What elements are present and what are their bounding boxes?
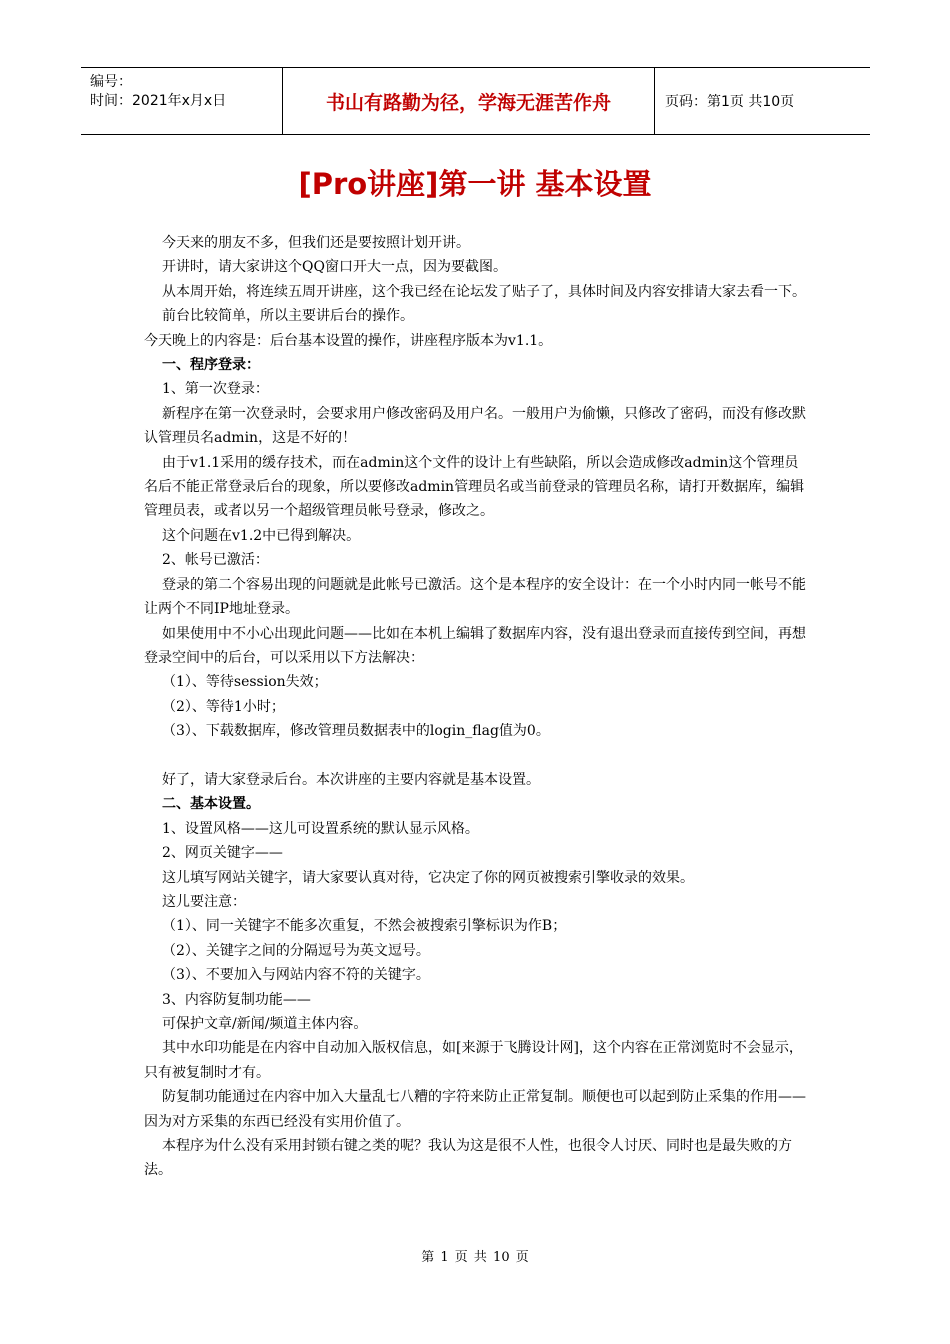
paragraph: 好了，请大家登录后台。本次讲座的主要内容就是基本设置。 bbox=[162, 771, 540, 788]
paragraph: （3）、不要加入与网站内容不符的关键字。 bbox=[162, 967, 430, 984]
paragraph: 由于v1.1采用的缓存技术，而在admin这个文件的设计上有些缺陷，所以会造成修改admin这个管理员名后不能正常登录后台的现象，所以要修改admin管理员名或当前登录的管理员名称，请打开数据库，编辑管理员表，或者以另一个超级管理员帐号登录，修改之。 bbox=[144, 454, 805, 520]
paragraph: 登录的第二个容易出现的问题就是此帐号已激活。这个是本程序的安全设计：在一个小时内同一帐号不能让两个不同IP地址登录。 bbox=[144, 576, 806, 618]
paragraph: （2）、等待1小时； bbox=[162, 698, 285, 715]
header-meta-cell bbox=[81, 68, 283, 134]
paragraph: （1）、同一关键字不能多次重复，不然会被搜索引擎标识为作B； bbox=[162, 918, 567, 935]
paragraph: 从本周开始，将连续五周开讲座，这个我已经在论坛发了贴子了，具体时间及内容安排请大家去看一下。 bbox=[162, 283, 806, 300]
paragraph: 今天来的朋友不多，但我们还是要按照计划开讲。 bbox=[162, 235, 470, 251]
paragraph: （1）、等待session失效； bbox=[162, 674, 328, 691]
paragraph: 这儿填写网站关键字，请大家要认真对待，它决定了你的网页被搜索引擎收录的效果。 bbox=[162, 869, 694, 886]
document-body bbox=[144, 231, 810, 1183]
paragraph: 1、第一次登录： bbox=[162, 381, 269, 398]
paragraph: 2、帐号已激活： bbox=[162, 552, 269, 569]
paragraph: （2）、关键字之间的分隔逗号为英文逗号。 bbox=[162, 942, 430, 959]
paragraph: 本程序为什么没有采用封锁右键之类的呢？我认为这是很不人性，也很令人讨厌、同时也是最失败的方法。 bbox=[144, 1138, 792, 1179]
paragraph: 一、程序登录： bbox=[162, 357, 260, 374]
header-number: 编号： bbox=[90, 74, 132, 90]
paragraph: 前台比较简单，所以主要讲后台的操作。 bbox=[162, 308, 414, 325]
paragraph: 这个问题在v1.2中已得到解决。 bbox=[162, 527, 361, 544]
paragraph bbox=[144, 744, 810, 768]
paragraph: （3）、下载数据库，修改管理员数据表中的login_flag值为0。 bbox=[162, 723, 550, 740]
paragraph: 开讲时，请大家讲这个QQ窗口开大一点，因为要截图。 bbox=[162, 259, 507, 276]
header-page-info: 页码：第1页 共10页 bbox=[665, 94, 795, 110]
paragraph: 2、网页关键字—— bbox=[162, 845, 283, 862]
paragraph: 3、内容防复制功能—— bbox=[162, 991, 311, 1008]
document-title: [Pro讲座]第一讲 基本设置 bbox=[298, 167, 652, 201]
header-slogan: 书山有路勤为径，学海无涯苦作舟 bbox=[283, 68, 655, 134]
paragraph: 如果使用中不小心出现此问题——比如在本机上编辑了数据库内容，没有退出登录而直接传到空间，再想登录空间中的后台，可以采用以下方法解决： bbox=[144, 625, 806, 666]
paragraph: 二、基本设置。 bbox=[162, 796, 260, 813]
header-time: 时间：2021年x月x日 bbox=[90, 93, 227, 109]
paragraph: 今天晚上的内容是：后台基本设置的操作，讲座程序版本为v1.1。 bbox=[144, 332, 553, 349]
paragraph: 1、设置风格——这儿可设置系统的默认显示风格。 bbox=[162, 820, 479, 837]
paragraph: 这儿要注意： bbox=[162, 893, 246, 910]
page-footer: 第 1 页 共 10 页 bbox=[421, 1250, 529, 1265]
paragraph: 可保护文章/新闻/频道主体内容。 bbox=[162, 1015, 368, 1032]
page-header bbox=[81, 67, 870, 135]
paragraph: 防复制功能通过在内容中加入大量乱七八糟的字符来防止正常复制。顺便也可以起到防止采集的作用——因为对方采集的东西已经没有实用价值了。 bbox=[144, 1089, 806, 1130]
paragraph: 其中水印功能是在内容中自动加入版权信息，如[来源于飞腾设计网]，这个内容在正常浏览时不会显示，只有被复制时才有。 bbox=[144, 1040, 803, 1081]
paragraph: 新程序在第一次登录时，会要求用户修改密码及用户名。一般用户为偷懒，只修改了密码，而没有修改默认管理员名admin，这是不好的！ bbox=[144, 405, 806, 447]
